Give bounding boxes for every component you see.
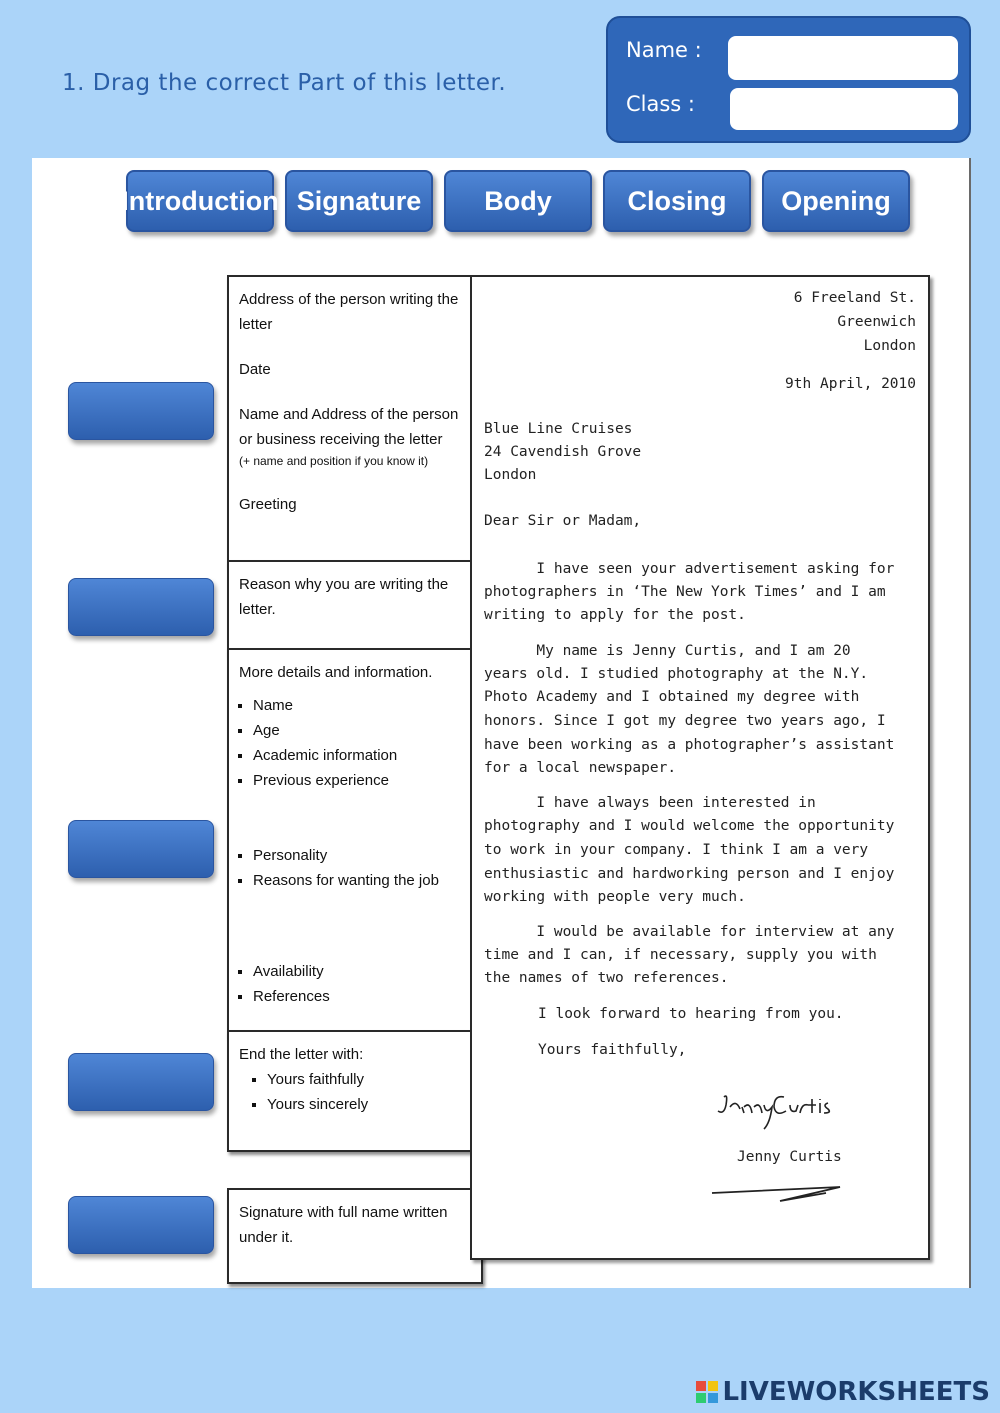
letter-recipient-line: Blue Line Cruises [484, 421, 633, 437]
letter-sender-line: 6 Freeland St. [793, 290, 916, 306]
list-item: ▪ Academic information [253, 743, 471, 768]
drop-target-1[interactable] [68, 382, 214, 440]
letter-printed-name: Jenny Curtis [737, 1149, 842, 1165]
desc-recipient: Name and Address of the person or business receiving the letter [239, 406, 459, 448]
drop-target-2[interactable] [68, 578, 214, 636]
letter-line: working with people very much. [484, 889, 746, 905]
drag-word-introduction[interactable]: Introduction [126, 170, 274, 232]
letter-line: photographers in ‘The New York Times’ and I am [484, 584, 886, 600]
letter-sender-line: Greenwich [837, 314, 916, 330]
desc-closing-list [239, 1067, 471, 1117]
desc-signature: Signature with full name written under it. [239, 1204, 448, 1246]
class-label: Class : [626, 92, 695, 116]
letter-line: have been working as a photographer’s assistant [484, 737, 895, 753]
letter-recipient-line: 24 Cavendish Grove [484, 444, 642, 460]
list-item: ▪ Name [253, 693, 471, 718]
logo-text: LIVEWORKSHEETS [722, 1377, 990, 1407]
letter-line: enthusiastic and hardworking person and I enjoy [484, 866, 895, 882]
desc-body-list-c [239, 959, 471, 1009]
desc-recipient-note: (+ name and position if you know it) [239, 454, 429, 468]
letter-line: My name is Jenny Curtis, and I am 20 [484, 643, 851, 659]
list-item: ▪ Yours sincerely [267, 1092, 471, 1117]
letter-line: to work in your company. I think I am a very [484, 842, 869, 858]
opening-description [227, 275, 483, 566]
body-description [227, 648, 483, 1037]
introduction-description [227, 560, 483, 656]
letter-line: I would be available for interview at any [484, 924, 895, 940]
desc-closing-heading: End the letter with: [239, 1046, 364, 1063]
desc-body-list-a [239, 693, 471, 793]
list-item: ▪ Age [253, 718, 471, 743]
sample-letter [470, 275, 930, 1260]
list-item: ▪ Personality [253, 843, 471, 868]
letter-line: Photo Academy and I obtained my degree with [484, 689, 860, 705]
drop-target-4[interactable] [68, 1053, 214, 1111]
letter-sign-off: Yours faithfully, [538, 1042, 687, 1058]
letter-line: photography and I would welcome the opportunity [484, 818, 895, 834]
name-class-panel [606, 16, 971, 143]
letter-line: the names of two references. [484, 970, 729, 986]
desc-date: Date [239, 361, 271, 378]
letter-line: honors. Since I got my degree two years ago, I [484, 713, 886, 729]
name-input[interactable] [728, 36, 958, 80]
desc-reason: Reason why you are writing the letter. [239, 576, 449, 618]
closing-description [227, 1030, 483, 1152]
drop-target-3[interactable] [68, 820, 214, 878]
letter-sender-line: London [863, 338, 916, 354]
letter-line: I have always been interested in [484, 795, 816, 811]
desc-sender-address: Address of the person writing the letter [239, 291, 459, 333]
letter-line: for a local newspaper. [484, 760, 677, 776]
desc-body-heading: More details and information. [239, 664, 433, 681]
worksheet-area [32, 158, 971, 1288]
list-item: ▪ Yours faithfully [267, 1067, 471, 1092]
drop-target-5[interactable] [68, 1196, 214, 1254]
letter-line: writing to apply for the post. [484, 607, 746, 623]
letter-greeting: Dear Sir or Madam, [484, 513, 642, 529]
drag-word-opening[interactable]: Opening [762, 170, 910, 232]
signature-description [227, 1188, 483, 1284]
instruction-text: 1. Drag the correct Part of this letter. [62, 70, 507, 96]
signature-line-scribble [710, 1177, 850, 1207]
liveworksheets-logo [696, 1377, 990, 1407]
list-item: ▪ Previous experience [253, 768, 471, 793]
drag-word-closing[interactable]: Closing [603, 170, 751, 232]
letter-line: years old. I studied photography at the N.Y. [484, 666, 869, 682]
class-input[interactable] [730, 88, 958, 130]
logo-icon [696, 1381, 718, 1403]
name-label: Name : [626, 38, 702, 62]
letter-date: 9th April, 2010 [785, 376, 916, 392]
letter-closing-line: I look forward to hearing from you. [538, 1006, 844, 1022]
desc-greeting: Greeting [239, 496, 297, 513]
list-item: ▪ Availability [253, 959, 471, 984]
letter-line: I have seen your advertisement asking for [484, 561, 895, 577]
drag-word-body[interactable]: Body [444, 170, 592, 232]
list-item: ▪ References [253, 984, 471, 1009]
letter-line: time and I can, if necessary, supply you with [484, 947, 877, 963]
handwritten-signature [712, 1089, 872, 1137]
letter-recipient-line: London [484, 467, 537, 483]
list-item: ▪ Reasons for wanting the job [253, 868, 471, 893]
drag-word-signature[interactable]: Signature [285, 170, 433, 232]
desc-body-list-b [239, 843, 471, 893]
